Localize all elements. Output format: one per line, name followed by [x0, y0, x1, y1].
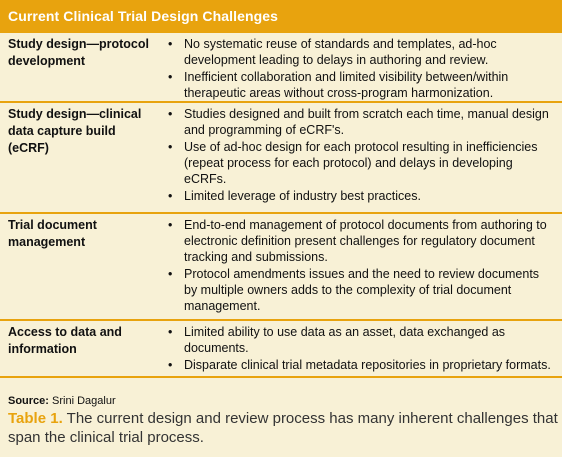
bullet-icon: •	[168, 358, 173, 372]
list-item: • Use of ad-hoc design for each protocol resulting in inefficiencies (repeat process for each protocol) and delays in developing eCRFs.	[168, 140, 538, 186]
source-name: Srini Dagalur	[52, 395, 116, 407]
bullet-icon: •	[168, 218, 173, 232]
list-item: • Protocol amendments issues and the need to review documents by multiple owners adds to the complexity of trial document management.	[168, 267, 540, 313]
row-items	[168, 324, 554, 374]
bullet-icon: •	[168, 37, 173, 51]
caption-label: Table 1.	[8, 410, 63, 427]
list-item: • Disparate clinical trial metadata repositories in proprietary formats.	[168, 358, 551, 372]
source-label: Source:	[8, 395, 49, 407]
bullet-icon: •	[168, 70, 173, 84]
table-row	[0, 214, 562, 321]
table-title: Current Clinical Trial Design Challenges	[0, 0, 562, 33]
bullet-icon: •	[168, 189, 173, 203]
table-row	[0, 103, 562, 214]
bullet-icon: •	[168, 107, 173, 121]
row-items	[168, 217, 554, 315]
list-item: • End-to-end management of protocol documents from authoring to electronic definition present challenges for regulatory document tracking and submissions.	[168, 218, 547, 264]
row-label: Trial document management	[8, 218, 97, 249]
bullet-icon: •	[168, 325, 173, 339]
row-label: Study design—clinical data capture build (eCRF)	[8, 107, 142, 155]
row-items	[168, 36, 554, 102]
list-item: • Studies designed and built from scratch each time, manual design and programming of eCRF's.	[168, 107, 549, 137]
source-credit	[8, 395, 116, 407]
bullet-icon: •	[168, 267, 173, 281]
list-item: • Limited leverage of industry best practices.	[168, 189, 421, 203]
list-item: • No systematic reuse of standards and templates, ad-hoc development leading to delays in authoring and review.	[168, 37, 497, 67]
list-item: • Limited ability to use data as an asset, data exchanged as documents.	[168, 325, 506, 355]
figure-caption	[8, 409, 558, 447]
table-row	[0, 321, 562, 378]
bullet-icon: •	[168, 140, 173, 154]
table-row	[0, 33, 562, 103]
row-label: Study design—protocol development	[8, 37, 149, 68]
caption-text: The current design and review process has many inherent challenges that span the clinical trial process.	[8, 410, 558, 446]
row-label: Access to data and information	[8, 325, 122, 356]
row-items	[168, 106, 554, 205]
list-item: • Inefficient collaboration and limited visibility between/within therapeutic areas without cross-program harmonization.	[168, 70, 509, 100]
